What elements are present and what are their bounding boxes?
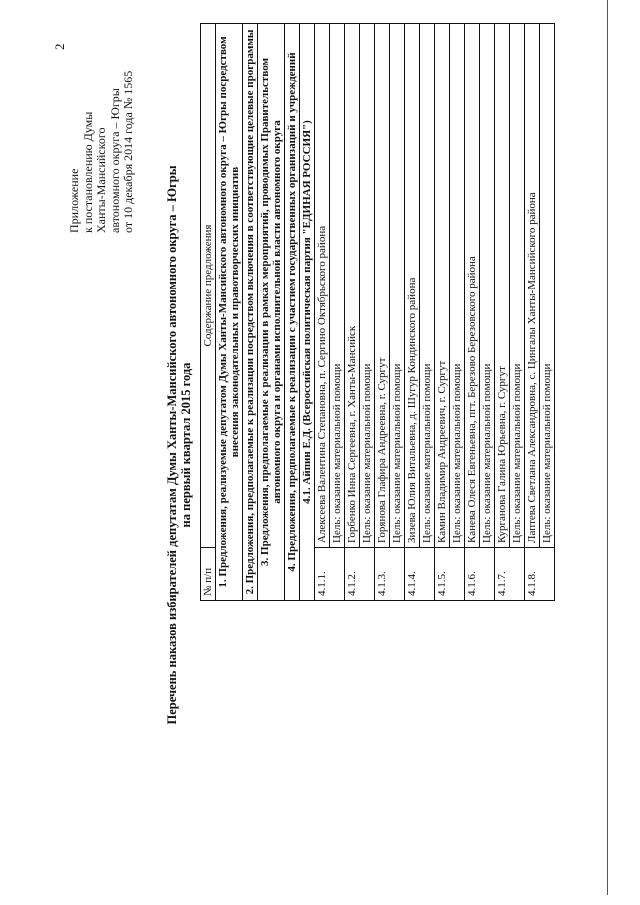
table-row bbox=[345, 24, 375, 601]
table-header-row bbox=[201, 24, 216, 601]
row-content bbox=[525, 24, 555, 548]
header-content: Содержание предложения bbox=[201, 24, 216, 548]
voter-name: Камин Владимир Андреевич, г. Сургут bbox=[436, 360, 448, 543]
appendix-header bbox=[68, 71, 136, 233]
row-number: 4.1.3. bbox=[375, 548, 405, 601]
section-title: 4. Предложения, предполагаемые к реализации с участием государственных организаций и учреждений bbox=[285, 24, 300, 601]
table-row bbox=[315, 24, 345, 601]
page-number: 2 bbox=[52, 43, 67, 50]
voter-name: Лаптева Светлана Александровна, с. Цингалы Ханты-Мансийского района bbox=[526, 192, 538, 543]
row-content bbox=[465, 24, 495, 548]
voter-name: Алексеева Валентина Степановна, п. Сергино Октябрьского района bbox=[316, 225, 328, 543]
row-number: 4.1.7. bbox=[495, 548, 525, 601]
voter-name: Курганова Галина Юрьевна, г. Сургут bbox=[496, 366, 508, 543]
table-row bbox=[435, 24, 465, 601]
mandate-goal: Цель: оказание материальной помощи bbox=[479, 24, 493, 547]
bottom-scan-line bbox=[607, 0, 608, 895]
table-row bbox=[405, 24, 435, 601]
row-number: 4.1.2. bbox=[345, 548, 375, 601]
row-content bbox=[345, 24, 375, 548]
mandates-table bbox=[200, 23, 555, 601]
section-title: 3. Предложения, предполагаемые к реализации в рамках мероприятий, проводимых Правительством автономного округа и органами исполнительной власти автономного округа bbox=[258, 24, 285, 601]
mandate-goal: Цель: оказание материальной помощи bbox=[449, 24, 463, 547]
appendix-line: Приложение bbox=[67, 168, 81, 233]
document-title bbox=[165, 135, 193, 755]
row-number: 4.1.6. bbox=[465, 548, 495, 601]
voter-name: Канева Олеся Евгеньевна, пгт. Березово Березовского района bbox=[466, 256, 478, 543]
title-line-2: на первый квартал 2015 года bbox=[179, 362, 193, 528]
voter-name: Горянова Глафира Андреевна, г. Сургут bbox=[376, 357, 388, 543]
mandate-goal: Цель: оказание материальной помощи bbox=[389, 24, 403, 547]
appendix-line: от 10 декабря 2014 года № 1565 bbox=[121, 70, 135, 233]
section-row bbox=[216, 24, 243, 601]
row-number: 4.1.8. bbox=[525, 548, 555, 601]
table-row bbox=[525, 24, 555, 601]
appendix-line: Ханты-Мансийского bbox=[94, 127, 108, 233]
header-num: № п/п bbox=[201, 548, 216, 601]
section-row bbox=[258, 24, 285, 601]
mandate-goal: Цель: оказание материальной помощи bbox=[509, 24, 523, 547]
table-row bbox=[465, 24, 495, 601]
voter-name: Горбенко Инна Сергеевна, г. Ханты-Мансийск bbox=[346, 325, 358, 543]
row-content bbox=[435, 24, 465, 548]
section-title: 1. Предложения, реализуемые депутатом Думы Ханты-Мансийского автономного округа – Югры посредством внесения законодательных и правотворческих инициатив bbox=[216, 24, 243, 601]
title-line-1: Перечень наказов избирателей депутатам Думы Ханты-Мансийского автономного округа – Югры bbox=[165, 165, 179, 725]
mandate-goal: Цель: оказание материальной помощи bbox=[329, 24, 343, 547]
row-content bbox=[315, 24, 345, 548]
section-title: 2. Предложения, предполагаемые к реализации посредством включения в соответствующие целевые программы bbox=[243, 24, 258, 601]
voter-name: Зизева Юлия Витальевна, д. Шугур Кондинского района bbox=[406, 277, 418, 543]
row-content bbox=[375, 24, 405, 548]
appendix-line: автономного округа – Югры bbox=[107, 88, 122, 233]
subsection-row bbox=[300, 24, 315, 601]
subsection-title: 4.1. Айпин Е.Д. (Всероссийская политическая партия "ЕДИНАЯ РОССИЯ") bbox=[300, 24, 315, 601]
row-content bbox=[495, 24, 525, 548]
row-number: 4.1.4. bbox=[405, 548, 435, 601]
row-number: 4.1.1. bbox=[315, 548, 345, 601]
row-content bbox=[405, 24, 435, 548]
section-row bbox=[243, 24, 258, 601]
table-row bbox=[375, 24, 405, 601]
mandate-goal: Цель: оказание материальной помощи bbox=[359, 24, 373, 547]
row-number: 4.1.5. bbox=[435, 548, 465, 601]
appendix-line: к постановлению Думы bbox=[80, 111, 95, 233]
mandate-goal: Цель: оказание материальной помощи bbox=[539, 24, 553, 547]
section-row bbox=[285, 24, 300, 601]
mandate-goal: Цель: оказание материальной помощи bbox=[419, 24, 433, 547]
table-row bbox=[495, 24, 525, 601]
